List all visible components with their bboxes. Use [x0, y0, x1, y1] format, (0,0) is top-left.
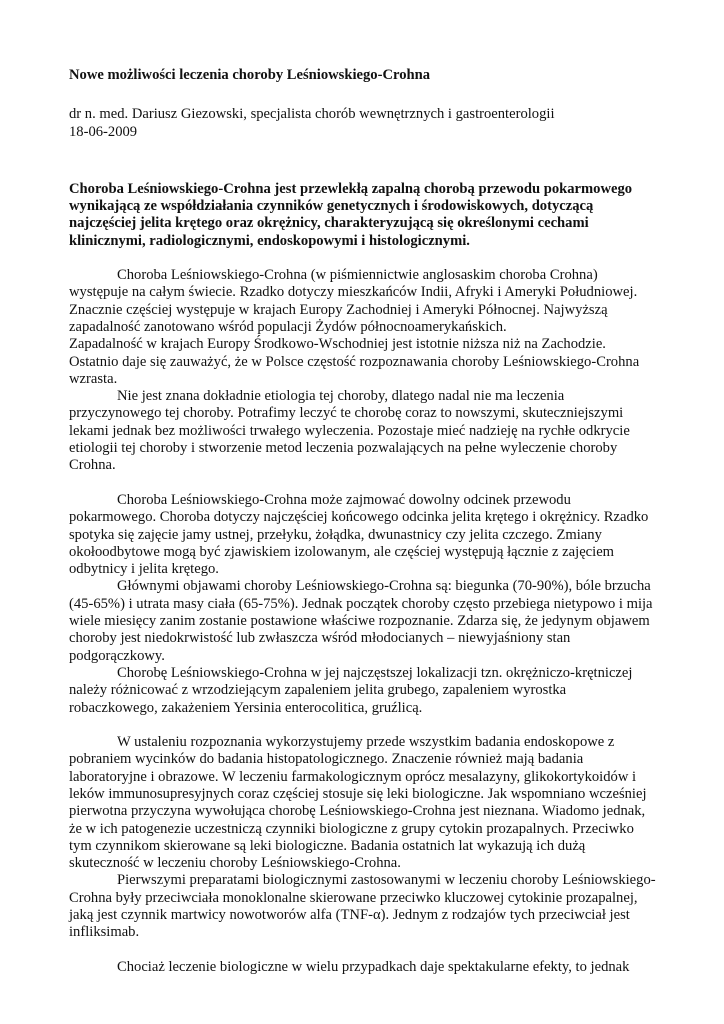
document-page — [69, 67, 657, 976]
author-line: dr n. med. Dariusz Giezowski, specjalista chorób wewnętrznych i gastroenterologii — [69, 106, 555, 123]
paragraph-differential: Chorobę Leśniowskiego-Crohna w jej najczęstszej lokalizacji tzn. okrężniczo-krętniczej należy różnicować z wrzodziejącym zapaleniem jelita grubego, zapaleniem wyrostka robaczkowego, zakażeniem Yersinia enterocolitica, gruźlicą. — [69, 664, 633, 716]
paragraph-epidemiology: Choroba Leśniowskiego-Crohna (w piśmiennictwie anglosaskim choroba Crohna) występuje na całym świecie. Rzadko dotyczy mieszkańców Indii, Afryki i Ameryki Południowej. Znacznie częściej występuje w krajach Europy Zachodniej i Ameryki Północnej. Najwyższą zapadalność zanotowano wśród populacji Żydów północnoamerykańskich. — [69, 267, 638, 335]
paragraph-epidemiology-poland: Ostatnio daje się zauważyć, że w Polsce częstość rozpoznawania choroby Leśniowskiego-Crohna wzrasta. — [69, 353, 640, 387]
paragraph-symptoms: Głównymi objawami choroby Leśniowskiego-Crohna są: biegunka (70-90%), bóle brzucha (45-65%) i utrata masy ciała (65-75%). Jednak początek choroby często przebiega nietypowo i mija wiele miesięcy zanim zostanie postawione właściwe rozpoznanie. Zdarza się, że jedynym objawem choroby jest niedokrwistość lub zwłaszcza wśród młodocianych – niewyjaśniony stan podgorączkowy. — [69, 578, 653, 664]
paragraph-epidemiology-cont: Zapadalność w krajach Europy Środkowo-Wschodniej jest istotnie niższa niż na Zachodzie. — [69, 336, 606, 353]
paragraph-etiology: Nie jest znana dokładnie etiologia tej choroby, dlatego nadal nie ma leczenia przyczynowego tej choroby. Potrafimy leczyć te chorobę coraz to nowszymi, skuteczniejszymi lekami jednak bez możliwości trwałego wyleczenia. Pozostaje mieć nadzieję na rychłe odkrycie etiologii tej choroby i stworzenie metod leczenia pozwalających na pełne wyleczenie choroby Crohna. — [69, 388, 630, 474]
publication-date: 18-06-2009 — [69, 123, 138, 140]
paragraph-biologic-effects: Chociaż leczenie biologiczne w wielu przypadkach daje spektakularne efekty, to jednak — [117, 958, 630, 975]
paragraph-location: Choroba Leśniowskiego-Crohna może zajmować dowolny odcinek przewodu pokarmowego. Choroba dotyczy najczęściej końcowego odcinka jelita krętego i okrężnicy. Rzadko spotyka się zajęcie jamy ustnej, przełyku, żołądka, dwunastnicy czy jelita czczego. Zmiany okołoodbytowe mogą być zjawiskiem izolowanym, ale częściej występują łącznie z zajęciem odbytnicy i jelita krętego. — [69, 491, 649, 578]
paragraph-diagnosis-treatment: W ustaleniu rozpoznania wykorzystujemy przede wszystkim badania endoskopowe z pobraniem wycinków do badania histopatologicznego. Znaczenie również mają badania laboratoryjne i obrazowe. W leczeniu farmakologicznym oprócz mesalazyny, glikokortykoidów i leków immunosupresyjnych coraz częściej stosuje się leki biologiczne. Jak wspomniano wcześniej pierwotna przyczyna wywołująca chorobę Leśniowskiego-Crohna jest nieznana. Wiadomo jednak, że w ich patogenezie uczestniczą czynniki biologiczne z grupy cytokin prozapalnych. Przeciwko tym czynnikom skierowane są leki biologiczne. Badania ostatnich lat wykazują ich dużą skuteczność w leczeniu choroby Leśniowskiego-Crohna. — [69, 734, 647, 872]
document-title: Nowe możliwości leczenia choroby Leśniowskiego-Crohna — [69, 67, 431, 83]
lead-paragraph: Choroba Leśniowskiego-Crohna jest przewlekłą zapalną chorobą przewodu pokarmowego wynikającą ze współdziałania czynników genetycznych i środowiskowych, dotyczącą najczęściej jelita krętego oraz okrężnicy, charakteryzującą się określonymi cechami klinicznymi, radiologicznymi, endoskopowymi i histologicznymi. — [69, 180, 633, 249]
paragraph-gap — [69, 942, 657, 959]
paragraph-gap — [69, 717, 657, 734]
paragraph-biologics: Pierwszymi preparatami biologicznymi zastosowanymi w leczeniu choroby Leśniowskiego-Crohna były przeciwciała monoklonalne skierowane przeciwko kluczowej cytokinie prozapalnej, jaką jest czynnik martwicy nowotworów alfa (TNF-α). Jednym z rodzajów tych przeciwciał jest infliksimab. — [69, 872, 656, 941]
paragraph-gap — [69, 475, 657, 492]
